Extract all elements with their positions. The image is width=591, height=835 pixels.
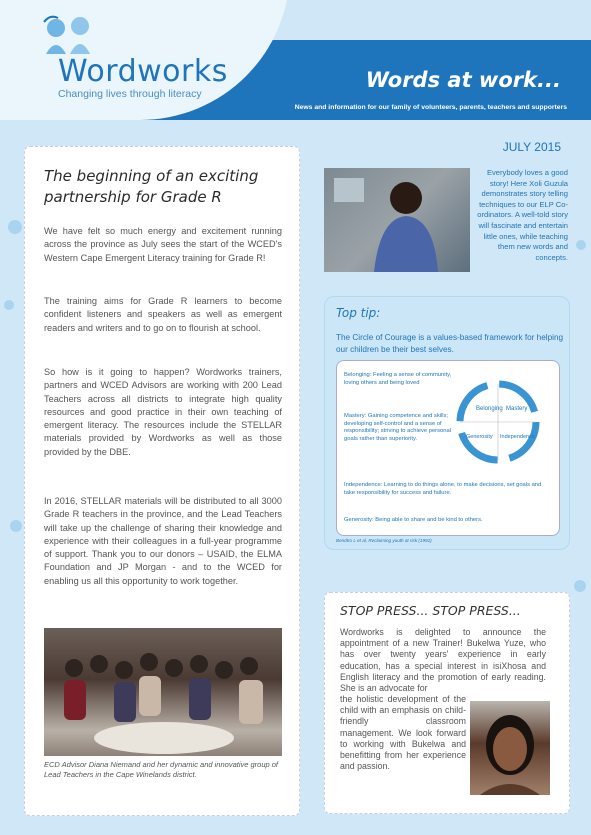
belonging-item: [344, 372, 452, 387]
independence-circle-label: Independence: [500, 434, 535, 440]
circle-of-courage-diagram: [448, 370, 548, 474]
generosity-circle-label: Generosity: [466, 434, 493, 440]
issue-date: JULY 2015: [502, 140, 561, 154]
decorative-dot: [576, 240, 586, 250]
mastery-item: [344, 413, 452, 443]
group-photo-illustration: [44, 628, 282, 756]
storyteller-photo: [324, 168, 470, 272]
independence-item: [344, 482, 552, 497]
storyteller-illustration: [324, 168, 470, 272]
header-subtitle: News and information for our family of volunteers, parents, teachers and supporters: [294, 104, 567, 111]
belonging-label: Belonging:: [344, 372, 372, 378]
decorative-dot: [4, 300, 14, 310]
independence-label: Independence:: [344, 482, 383, 488]
lead-teachers-photo: [44, 628, 282, 756]
mastery-label: Mastery:: [344, 413, 367, 419]
trainer-photo: [470, 701, 550, 795]
decorative-dot: [574, 580, 586, 592]
generosity-label: Generosity:: [344, 517, 374, 523]
mastery-circle-label: Mastery: [506, 406, 528, 412]
tip-credit: Bendtro L et al, Reclaiming youth at risk (1992): [336, 538, 432, 543]
stop-press-text-continued: the holistic development of the child with an emphasis on child-friendly classroom management. We look forward to working with Bukelwa and benefitting from her experience and passion.: [340, 694, 466, 772]
logo-tagline: Changing lives through literacy: [58, 88, 202, 100]
photo-caption: ECD Advisor Diana Niemand and her dynamic and innovative group of Lead Teachers in the Cape Winelands district.: [44, 760, 279, 779]
generosity-item: [344, 517, 552, 525]
stop-press-text: Wordworks is delighted to announce the appointment of a new Trainer! Bukelwa Yuze, who has over twenty years' experience in early education, has a special interest in isiXhosa and English literacy and the promotion of early reading. She is an advocate for: [340, 627, 546, 694]
header: [0, 0, 591, 130]
masthead-title: Words at work...: [365, 68, 561, 92]
article-paragraph: The training aims for Grade R learners to become confident listeners and speakers as well as emergent readers and writers and to go on to flourish at school.: [44, 296, 282, 333]
decorative-dot: [8, 220, 22, 234]
independence-text: Learning to do things alone, to make decisions, set goals and take responsibility for success and failure.: [344, 482, 542, 496]
trainer-illustration: [470, 701, 550, 795]
top-tip-intro: The Circle of Courage is a values-based framework for helping our children be their best selves.: [336, 333, 564, 354]
article-paragraph: So how is it going to happen? Wordworks trainers, partners and WCED Advisors are working with 200 Lead Teachers across all districts to integrate high quality resources and good practice in their own teaching of emergent literacy. The resources include the STELLAR materials provided by Wordworks as well as those provided by the DBE.: [44, 367, 282, 457]
children-logo-icon: [40, 14, 110, 58]
story-caption: Everybody loves a good story! Here Xoli Guzula demonstrates story telling techniques to our ELP Co-ordinators. A well-told story will fascinate and entertain little ones, while teaching them new words and concepts.: [477, 168, 568, 262]
belonging-text: Feeling a sense of community, loving others and being loved: [344, 372, 452, 386]
article-title: The beginning of an exciting partnership for Grade R: [44, 167, 259, 206]
top-tip-title: Top tip:: [336, 306, 381, 320]
article-paragraph: We have felt so much energy and excitement running across the province as July sees the start of the WCED's Western Cape Emergent Literacy training for Grade R!: [44, 226, 282, 263]
article-paragraph: In 2016, STELLAR materials will be distributed to all 3000 Grade R teachers in the province, and the Lead Teachers will take up the challenge of sharing their knowledge and experience with their colleagues in a full-year programme of support. Thank you to our donors – USAID, the ELMA Foundation and JP Morgan - and to the WCED for enabling us all this opportunity to work together.: [44, 496, 282, 586]
mastery-text: Gaining competence and skills; developing self-control and a sense of responsibility; striving to achieve personal goals rather than superiority.: [344, 413, 451, 442]
belonging-circle-label: Belonging: [476, 406, 503, 412]
generosity-text: Being able to share and be kind to others.: [375, 517, 483, 523]
decorative-dot: [10, 520, 22, 532]
stop-press-title: STOP PRESS... STOP PRESS...: [340, 603, 521, 618]
logo-text: Wordworks: [58, 54, 228, 89]
